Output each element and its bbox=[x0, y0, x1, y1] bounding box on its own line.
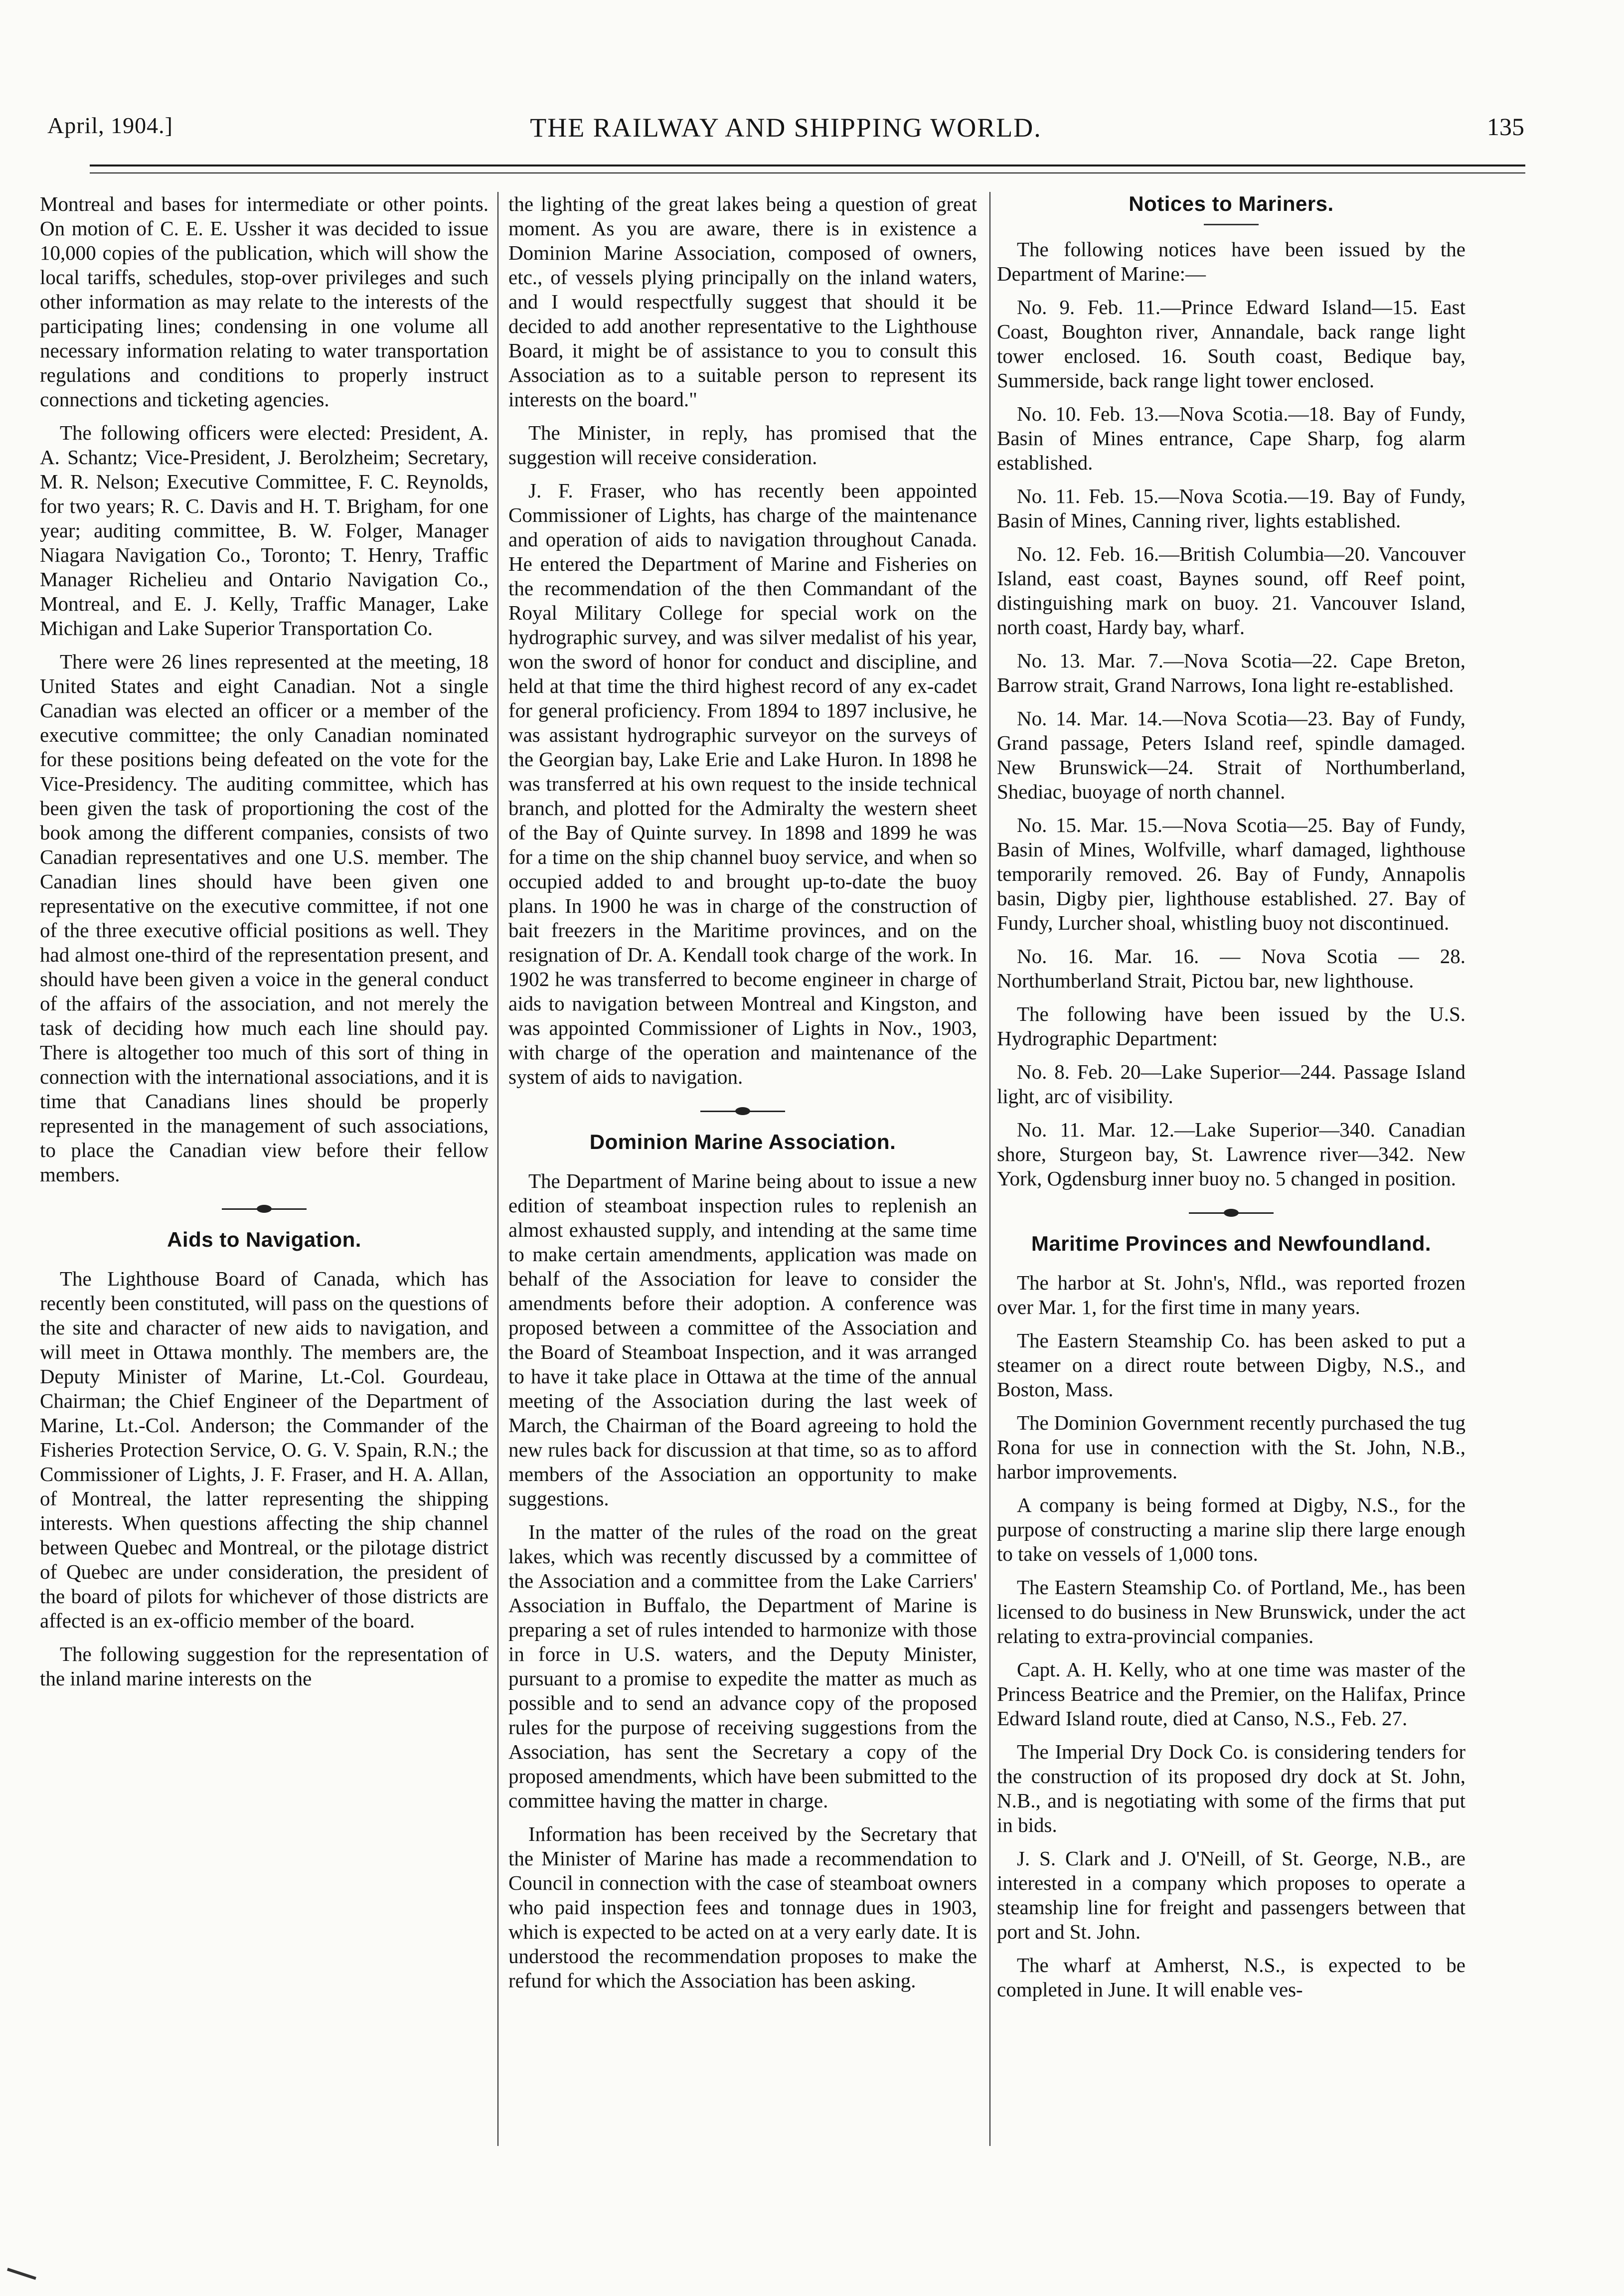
section-separator bbox=[700, 1104, 785, 1118]
section-separator bbox=[1189, 1206, 1274, 1220]
paragraph: The Eastern Steamship Co. has been asked to put a steamer on a direct route between Digby, N.S., and Boston, Mass. bbox=[997, 1329, 1465, 1401]
paragraph: There were 26 lines represented at the meeting, 18 United States and eight Canadian. Not a single Canadian was elected an officer or a member of the executive committee; the only Canadian nominated for these positions being defeated on the vote for the Vice-Presidency. The auditing committee, which has been given the task of proportioning the cost of the book among the different companies, consists of two Canadian representatives and one U.S. member. The Canadian lines should have been given one representative on the executive committee, if not one of the three executive official positions as well. They had almost one-third of the representation present, and should have been given a voice in the general conduct of the affairs of the association, and not merely the task of deciding how much each line should pay. There is altogether too much of this sort of thing in connection with the international associations, and it is time that Canadians lines should be properly represented in the management of such associations, to place the Canadian view before their fellow members. bbox=[40, 650, 488, 1186]
header-rule bbox=[90, 164, 1525, 166]
paragraph: The wharf at Amherst, N.S., is expected to be completed in June. It will enable ves- bbox=[997, 1954, 1465, 2001]
paragraph: The Imperial Dry Dock Co. is considering tenders for the construction of its proposed dry dock at St. John, N.B., and is negotiating with some of the firms that put in bids. bbox=[997, 1740, 1465, 1836]
column-1 bbox=[40, 192, 488, 2171]
paragraph: Montreal and bases for intermediate or other points. On motion of C. E. E. Ussher it was decided to issue 10,000 copies of the publication, which will show the local tariffs, schedules, stop-over privileges and such other information as may relate to the interests of the participating lines; condensing in one volume all necessary information relating to water transportation regulations and conditions to properly instruct connections and ticketing agencies. bbox=[40, 192, 488, 411]
paragraph: The Lighthouse Board of Canada, which has recently been constituted, will pass on the questions of the site and character of new aids to navigation, and will meet in Ottawa monthly. The members are, the Deputy Minister of Marine, Lt.-Col. Gourdeau, Chairman; the Chief Engineer of the Department of Marine, Lt.-Col. Anderson; the Commander of the Fisheries Protection Service, O. G. V. Spain, R.N.; the Commissioner of Lights, J. F. Fraser, and H. A. Allan, of Montreal, the latter representing the shipping interests. When questions affecting the ship channel between Quebec and Montreal, or the pilotage district of Quebec are under consideration, the president of the board of pilots for whichever of those districts are affected is an ex-officio member of the board. bbox=[40, 1267, 488, 1632]
notice-item: No. 11. Feb. 15.—Nova Scotia.—19. Bay of Fundy, Basin of Mines, Canning river, lights established. bbox=[997, 485, 1465, 532]
page-header bbox=[47, 107, 1524, 152]
paragraph: In the matter of the rules of the road on the great lakes, which was recently discussed by a committee of the Association and a committee from the Lake Carriers' Association in Buffalo, the Department of Marine is preparing a set of rules intended to harmonize with those in force in U.S. waters, and the Deputy Minister, pursuant to a promise to expedite the matter as much as possible and to send an advance copy of the proposed rules for the purpose of receiving suggestions from the Association, has sent the Secretary a copy of the proposed amendments, which have been submitted to the committee having the matter in charge. bbox=[508, 1520, 977, 1812]
notice-item: No. 11. Mar. 12.—Lake Superior—340. Canadian shore, Sturgeon bay, St. Lawrence river—342. New York, Ogdensburg inner buoy no. 5 changed in position. bbox=[997, 1118, 1465, 1190]
column-divider bbox=[497, 192, 498, 2146]
notice-item: No. 15. Mar. 15.—Nova Scotia—25. Bay of Fundy, Basin of Mines, Wolfville, wharf damaged, lighthouse temporarily removed. 26. Bay of Fundy, Annapolis basin, Digby pier, lighthouse established. 27. Bay of Fundy, Lurcher shoal, whistling buoy not discontinued. bbox=[997, 814, 1465, 934]
page-number: 135 bbox=[1487, 113, 1524, 141]
heading-underline bbox=[1204, 224, 1259, 225]
notice-item: No. 14. Mar. 14.—Nova Scotia—23. Bay of Fundy, Grand passage, Peters Island reef, spindle damaged. New Brunswick—24. Strait of Northumberland, Shediac, buoyage of north channel. bbox=[997, 707, 1465, 803]
header-rule-thin bbox=[90, 172, 1525, 173]
paragraph: the lighting of the great lakes being a question of great moment. As you are aware, there is in existence a Dominion Marine Association, composed of owners, etc., of vessels plying principally on the inland waters, and I would respectfully suggest that should it be decided to add another representative to the Lighthouse Board, it might be of assistance to you to consult this Association as to a suitable person to represent its interests on the board." bbox=[508, 192, 977, 411]
column-3 bbox=[997, 192, 1465, 2171]
notice-item: No. 8. Feb. 20—Lake Superior—244. Passage Island light, arc of visibility. bbox=[997, 1060, 1465, 1108]
paragraph: Information has been received by the Secretary that the Minister of Marine has made a recommendation to Council in connection with the case of steamboat owners who paid inspection fees and tonnage dues in 1903, which is expected to be acted on at a very early date. It is understood the recommendation proposes to make the refund for which the Association has been asking. bbox=[508, 1822, 977, 1992]
paragraph: The Eastern Steamship Co. of Portland, Me., has been licensed to do business in New Brunswick, under the act relating to extra-provincial companies. bbox=[997, 1576, 1465, 1647]
notice-item: No. 13. Mar. 7.—Nova Scotia—22. Cape Breton, Barrow strait, Grand Narrows, Iona light re-established. bbox=[997, 649, 1465, 696]
paragraph: The Dominion Government recently purchased the tug Rona for use in connection with the St. John, N.B., harbor improvements. bbox=[997, 1411, 1465, 1483]
section-heading-dominion-marine-association: Dominion Marine Association. bbox=[589, 1130, 896, 1153]
issue-date: April, 1904.] bbox=[47, 113, 173, 138]
notice-item: No. 16. Mar. 16. — Nova Scotia — 28. Northumberland Strait, Pictou bar, new lighthouse. bbox=[997, 945, 1465, 992]
scan-artifact-mark bbox=[3, 2268, 36, 2290]
paragraph: Capt. A. H. Kelly, who at one time was master of the Princess Beatrice and the Premier, on the Halifax, Prince Edward Island route, died at Canso, N.S., Feb. 27. bbox=[997, 1658, 1465, 1730]
section-heading-notices-to-mariners: Notices to Mariners. bbox=[1129, 192, 1334, 215]
section-heading-aids-to-navigation: Aids to Navigation. bbox=[167, 1228, 361, 1251]
notice-item: No. 12. Feb. 16.—British Columbia—20. Vancouver Island, east coast, Baynes sound, off Reef point, distinguishing mark on buoy. 21. Vancouver Island, north coast, Hardy bay, wharf. bbox=[997, 542, 1465, 639]
paragraph: The harbor at St. John's, Nfld., was reported frozen over Mar. 1, for the first time in many years. bbox=[997, 1271, 1465, 1318]
paragraph: The Minister, in reply, has promised that the suggestion will receive consideration. bbox=[508, 421, 977, 469]
paragraph: J. S. Clark and J. O'Neill, of St. George, N.B., are interested in a company which proposes to operate a steamship line for freight and passengers between that port and St. John. bbox=[997, 1847, 1465, 1943]
column-2 bbox=[508, 192, 977, 2171]
paragraph: J. F. Fraser, who has recently been appointed Commissioner of Lights, has charge of the maintenance and operation of aids to navigation throughout Canada. He entered the Department of Marine and Fisheries on the recommendation of the then Commandant of the Royal Military College for special work on the hydrographic survey, and was silver medalist of his year, won the sword of honor for conduct and discipline, and held at that time the third highest record of any ex-cadet for general proficiency. From 1894 to 1897 inclusive, he was assistant hydrographic surveyor on the surveys of the Georgian bay, Lake Erie and Lake Huron. In 1898 he was transferred at his own request to the inside technical branch, and plotted for the Admiralty the western sheet of the Bay of Quinte survey. In 1898 and 1899 he was for a time on the ship channel buoy service, and when so occupied added to and brought up-to-date the buoy plans. In 1900 he was in charge of the construction of bait freezers in the Maritime provinces, and on the resignation of Dr. A. Kendall took charge of the work. In 1902 he was transferred to become engineer in charge of aids to navigation between Montreal and Kingston, and was appointed Commissioner of Lights in Nov., 1903, with charge of the operation and maintenance of the system of aids to navigation. bbox=[508, 479, 977, 1088]
paragraph: The Department of Marine being about to issue a new edition of steamboat inspection rules to replenish an almost exhausted supply, and intending at the same time to make certain amendments, application was made on behalf of the Association for leave to consider the amendments before their adoption. A conference was proposed between a committee of the Association and the Board of Steamboat Inspection, and it was arranged to have it take place in Ottawa at the time of the annual meeting of the Association during the last week of March, the Chairman of the Board agreeing to hold the new rules back for discussion at that time, so as to afford members of the Association an opportunity to make suggestions. bbox=[508, 1169, 977, 1510]
paragraph: The following suggestion for the representation of the inland marine interests on the bbox=[40, 1642, 488, 1690]
publication-title: THE RAILWAY AND SHIPPING WORLD. bbox=[530, 113, 1042, 143]
notice-item: No. 10. Feb. 13.—Nova Scotia.—18. Bay of Fundy, Basin of Mines entrance, Cape Sharp, fog alarm established. bbox=[997, 402, 1465, 474]
column-divider bbox=[989, 192, 990, 2146]
paragraph: The following have been issued by the U.S. Hydrographic Department: bbox=[997, 1002, 1465, 1050]
section-heading-maritime-provinces: Maritime Provinces and Newfoundland. bbox=[1031, 1232, 1432, 1255]
paragraph: The following officers were elected: President, A. A. Schantz; Vice-President, J. Berolzheim; Secretary, M. R. Nelson; Executive Committee, F. C. Reynolds, for two years; R. C. Davis and H. T. Brigham, for one year; auditing committee, B. W. Folger, Manager Niagara Navigation Co., Toronto; T. Henry, Traffic Manager Richelieu and Ontario Navigation Co., Montreal, and E. J. Kelly, Traffic Manager, Lake Michigan and Lake Superior Transportation Co. bbox=[40, 421, 488, 640]
paragraph: A company is being formed at Digby, N.S., for the purpose of constructing a marine slip there large enough to take on vessels of 1,000 tons. bbox=[997, 1493, 1465, 1565]
paragraph: The following notices have been issued by the Department of Marine:— bbox=[997, 238, 1465, 285]
notice-item: No. 9. Feb. 11.—Prince Edward Island—15. East Coast, Boughton river, Annandale, back range light tower enclosed. 16. South coast, Bedique bay, Summerside, back range light tower enclosed. bbox=[997, 296, 1465, 392]
section-separator bbox=[222, 1202, 307, 1216]
